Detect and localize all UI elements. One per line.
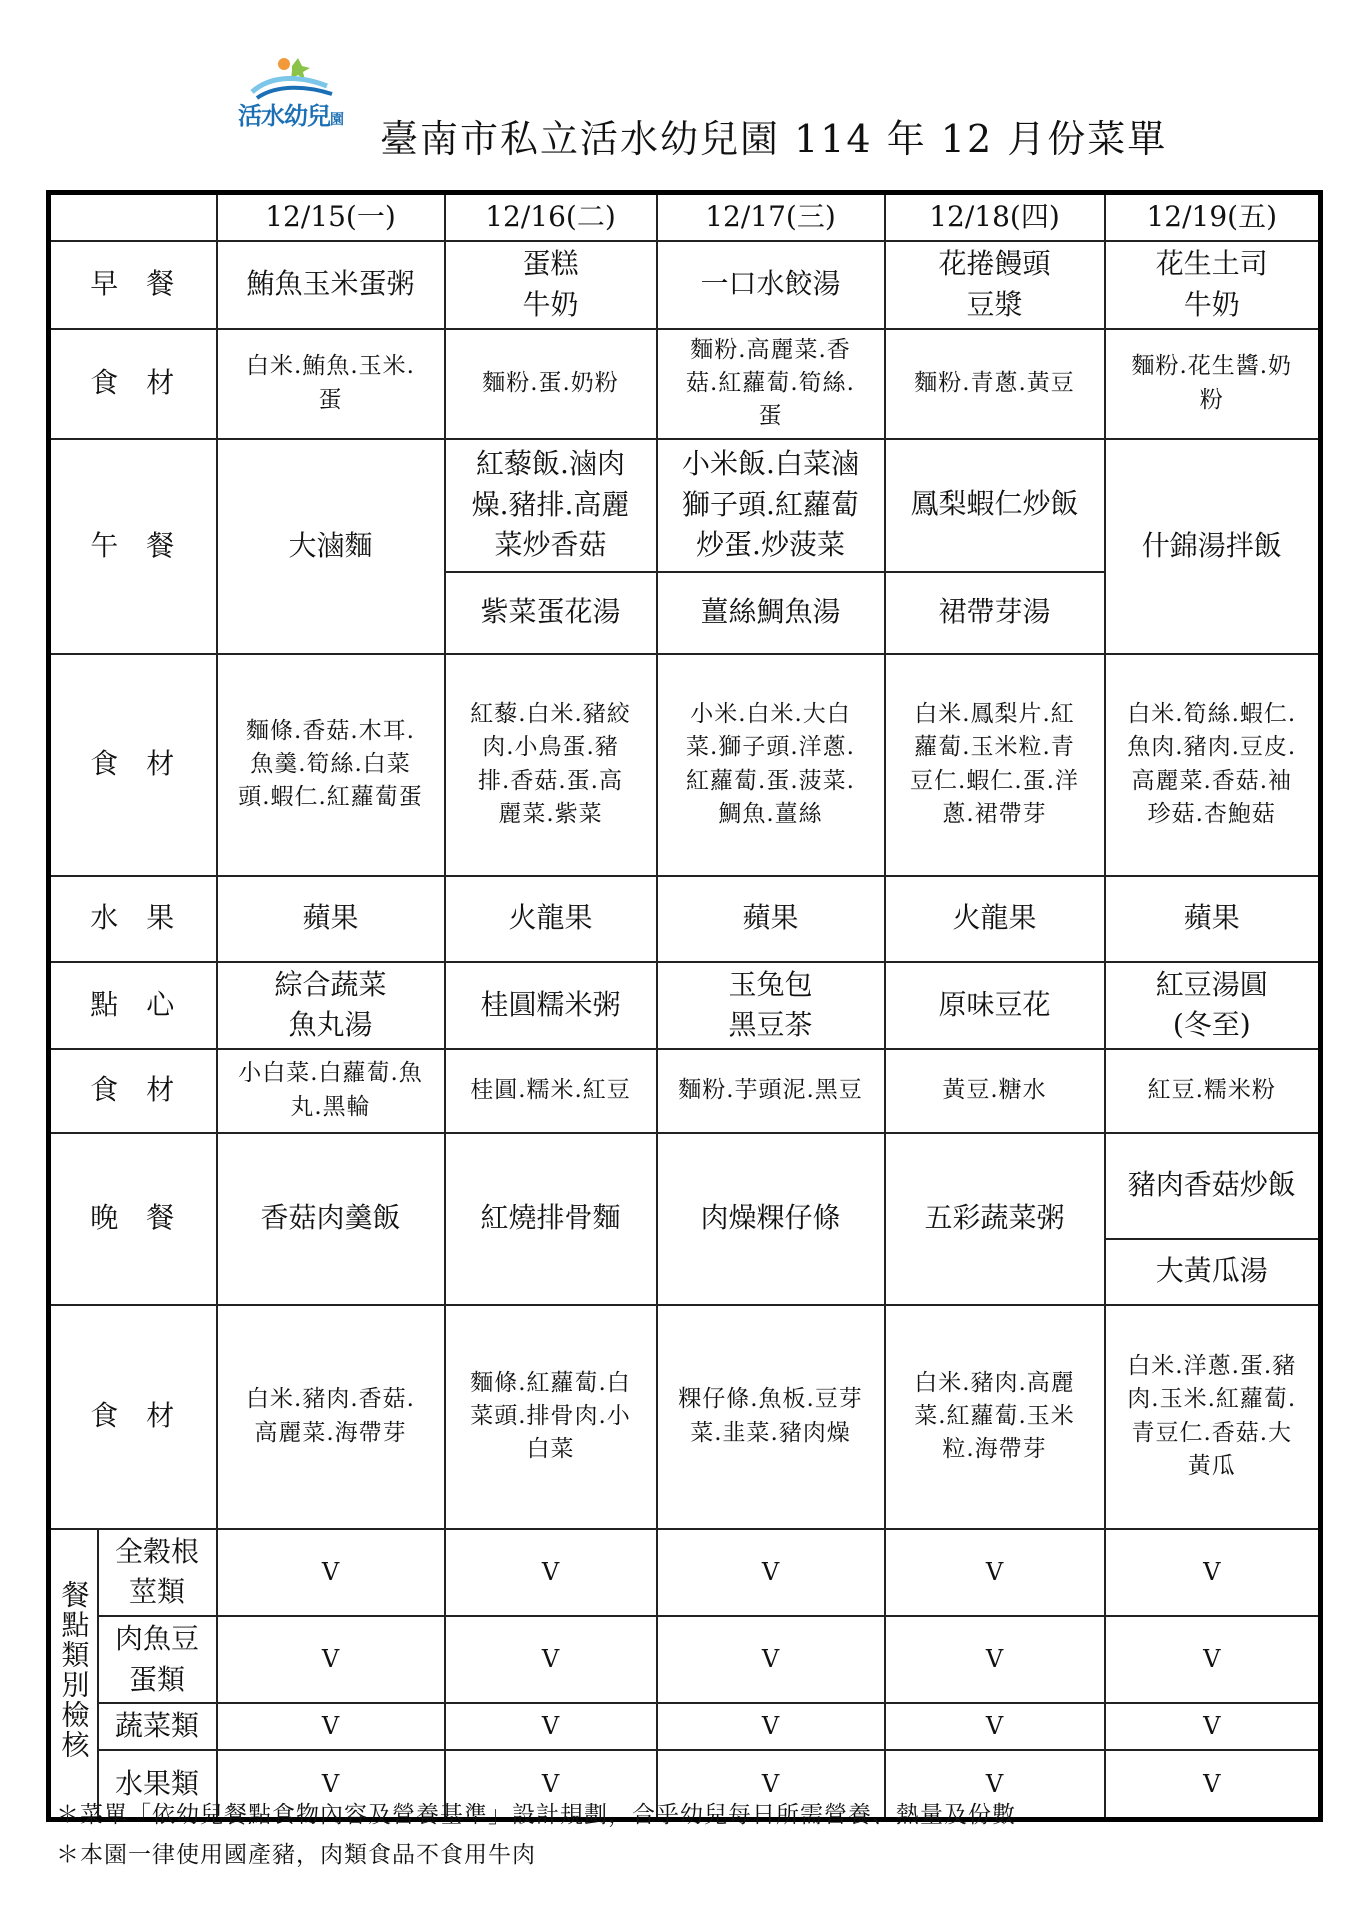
check-mark: V xyxy=(885,1616,1105,1703)
row-header-dinner: 晚餐 xyxy=(49,1133,217,1305)
lunch-main-cell: 紅藜飯.滷肉 燥.豬排.高麗 菜炒香菇 xyxy=(445,439,657,572)
row-header-ingredients: 食材 xyxy=(49,329,217,439)
snack-cell: 紅豆湯圓 (冬至) xyxy=(1105,962,1321,1049)
check-mark: V xyxy=(445,1616,657,1703)
lunch-cell: 大滷麵 xyxy=(217,439,445,654)
breakfast-cell: 蛋糕 牛奶 xyxy=(445,241,657,329)
ingredients-cell: 麵條.香菇.木耳. 魚羹.筍絲.白菜 頭.蝦仁.紅蘿蔔蛋 xyxy=(217,654,445,876)
dinner-cell: 五彩蔬菜粥 xyxy=(885,1133,1105,1305)
check-mark: V xyxy=(217,1529,445,1616)
check-mark: V xyxy=(657,1529,885,1616)
check-mark: V xyxy=(1105,1703,1321,1750)
snack-cell: 原味豆花 xyxy=(885,962,1105,1049)
check-row xyxy=(49,1616,1321,1703)
ingredients-cell: 黃豆.糖水 xyxy=(885,1049,1105,1133)
ingredients-cell: 白米.鮪魚.玉米. 蛋 xyxy=(217,329,445,439)
check-mark: V xyxy=(657,1703,885,1750)
ingredients-cell: 麵粉.花生醬.奶 粉 xyxy=(1105,329,1321,439)
snack-ingredients-row xyxy=(49,1049,1321,1133)
school-logo xyxy=(232,52,372,144)
ingredients-cell: 白米.豬肉.香菇. 高麗菜.海帶芽 xyxy=(217,1305,445,1529)
breakfast-row xyxy=(49,241,1321,329)
row-header-breakfast: 早餐 xyxy=(49,241,217,329)
check-row xyxy=(49,1703,1321,1750)
ingredients-cell: 麵粉.青蔥.黃豆 xyxy=(885,329,1105,439)
date-header: 12/15(一) xyxy=(217,193,445,241)
dinner-main-cell: 豬肉香菇炒飯 xyxy=(1105,1133,1321,1239)
dinner-cell: 紅燒排骨麵 xyxy=(445,1133,657,1305)
date-header: 12/19(五) xyxy=(1105,193,1321,241)
dinner-main-row xyxy=(49,1133,1321,1239)
dinner-soup-cell: 大黃瓜湯 xyxy=(1105,1239,1321,1305)
lunch-soup-cell: 薑絲鯛魚湯 xyxy=(657,572,885,654)
ingredients-cell: 麵條.紅蘿蔔.白 菜頭.排骨肉.小 白菜 xyxy=(445,1305,657,1529)
fruit-row xyxy=(49,876,1321,962)
lunch-cell: 什錦湯拌飯 xyxy=(1105,439,1321,654)
row-header-ingredients: 食材 xyxy=(49,654,217,876)
check-mark: V xyxy=(217,1616,445,1703)
ingredients-cell: 白米.筍絲.蝦仁. 魚肉.豬肉.豆皮. 高麗菜.香菇.袖 珍菇.杏鮑菇 xyxy=(1105,654,1321,876)
snack-row xyxy=(49,962,1321,1049)
check-mark: V xyxy=(445,1750,657,1820)
lunch-main-row xyxy=(49,439,1321,572)
check-mark: V xyxy=(885,1750,1105,1820)
lunch-main-cell: 小米飯.白菜滷 獅子頭.紅蘿蔔 炒蛋.炒菠菜 xyxy=(657,439,885,572)
ingredients-cell: 麵粉.芋頭泥.黑豆 xyxy=(657,1049,885,1133)
lunch-soup-cell: 紫菜蛋花湯 xyxy=(445,572,657,654)
dinner-cell: 肉燥粿仔條 xyxy=(657,1133,885,1305)
row-header-ingredients: 食材 xyxy=(49,1305,217,1529)
breakfast-ingredients-row xyxy=(49,329,1321,439)
check-section-label: 餐點類別檢核 xyxy=(49,1529,98,1820)
lunch-ingredients-row xyxy=(49,654,1321,876)
corner-cell xyxy=(49,193,217,241)
check-category: 全穀根 莖類 xyxy=(98,1529,217,1616)
ingredients-cell: 粿仔條.魚板.豆芽 菜.韭菜.豬肉燥 xyxy=(657,1305,885,1529)
dinner-cell: 香菇肉羹飯 xyxy=(217,1133,445,1305)
ingredients-cell: 白米.洋蔥.蛋.豬 肉.玉米.紅蘿蔔. 青豆仁.香菇.大 黃瓜 xyxy=(1105,1305,1321,1529)
ingredients-cell: 小白菜.白蘿蔔.魚 丸.黑輪 xyxy=(217,1049,445,1133)
check-category: 水果類 xyxy=(98,1750,217,1820)
check-mark: V xyxy=(217,1750,445,1820)
ingredients-cell: 紅豆.糯米粉 xyxy=(1105,1049,1321,1133)
footnote: ＊本園一律使用國產豬，肉類食品不食用牛肉 xyxy=(56,1842,536,1869)
check-mark: V xyxy=(657,1750,885,1820)
footnote: ＊菜單「依幼兒餐點食物內容及營養基準」設計規劃，合乎幼兒每日所需營養、熱量及份數 xyxy=(56,1802,1016,1828)
date-header: 12/16(二) xyxy=(445,193,657,241)
date-header-row xyxy=(49,193,1321,241)
ingredients-cell: 麵粉.蛋.奶粉 xyxy=(445,329,657,439)
date-header: 12/17(三) xyxy=(657,193,885,241)
menu-table xyxy=(46,190,1323,1822)
page-title: 臺南市私立活水幼兒園 114 年 12 月份菜單 xyxy=(380,117,1168,161)
check-mark: V xyxy=(1105,1616,1321,1703)
dinner-ingredients-row xyxy=(49,1305,1321,1529)
ingredients-cell: 小米.白米.大白 菜.獅子頭.洋蔥. 紅蘿蔔.蛋.菠菜. 鯛魚.薑絲 xyxy=(657,654,885,876)
row-header-ingredients: 食材 xyxy=(49,1049,217,1133)
check-category: 蔬菜類 xyxy=(98,1703,217,1750)
ingredients-cell: 桂圓.糯米.紅豆 xyxy=(445,1049,657,1133)
fruit-cell: 火龍果 xyxy=(885,876,1105,962)
breakfast-cell: 花捲饅頭 豆漿 xyxy=(885,241,1105,329)
ingredients-cell: 白米.豬肉.高麗 菜.紅蘿蔔.玉米 粒.海帶芽 xyxy=(885,1305,1105,1529)
row-header-lunch: 午餐 xyxy=(49,439,217,654)
breakfast-cell: 一口水餃湯 xyxy=(657,241,885,329)
check-mark: V xyxy=(885,1529,1105,1616)
check-mark: V xyxy=(217,1703,445,1750)
lunch-main-cell: 鳳梨蝦仁炒飯 xyxy=(885,439,1105,572)
check-mark: V xyxy=(1105,1750,1321,1820)
check-mark: V xyxy=(657,1616,885,1703)
check-category: 肉魚豆 蛋類 xyxy=(98,1616,217,1703)
check-mark: V xyxy=(445,1529,657,1616)
fruit-cell: 蘋果 xyxy=(217,876,445,962)
snack-cell: 玉兔包 黑豆茶 xyxy=(657,962,885,1049)
date-header: 12/18(四) xyxy=(885,193,1105,241)
ingredients-cell: 白米.鳳梨片.紅 蘿蔔.玉米粒.青 豆仁.蝦仁.蛋.洋 蔥.裙帶芽 xyxy=(885,654,1105,876)
lunch-soup-cell: 裙帶芽湯 xyxy=(885,572,1105,654)
check-mark: V xyxy=(445,1703,657,1750)
fruit-cell: 蘋果 xyxy=(657,876,885,962)
footnotes xyxy=(56,1795,1016,1876)
row-header-fruit: 水果 xyxy=(49,876,217,962)
fruit-cell: 火龍果 xyxy=(445,876,657,962)
breakfast-cell: 鮪魚玉米蛋粥 xyxy=(217,241,445,329)
snack-cell: 綜合蔬菜 魚丸湯 xyxy=(217,962,445,1049)
check-mark: V xyxy=(885,1703,1105,1750)
ingredients-cell: 紅藜.白米.豬絞 肉.小鳥蛋.豬 排.香菇.蛋.高 麗菜.紫菜 xyxy=(445,654,657,876)
snack-cell: 桂圓糯米粥 xyxy=(445,962,657,1049)
check-row xyxy=(49,1529,1321,1616)
ingredients-cell: 麵粉.高麗菜.香 菇.紅蘿蔔.筍絲. 蛋 xyxy=(657,329,885,439)
logo-text: 活水幼兒園 xyxy=(238,102,343,130)
row-header-snack: 點心 xyxy=(49,962,217,1049)
fruit-cell: 蘋果 xyxy=(1105,876,1321,962)
check-mark: V xyxy=(1105,1529,1321,1616)
breakfast-cell: 花生土司 牛奶 xyxy=(1105,241,1321,329)
